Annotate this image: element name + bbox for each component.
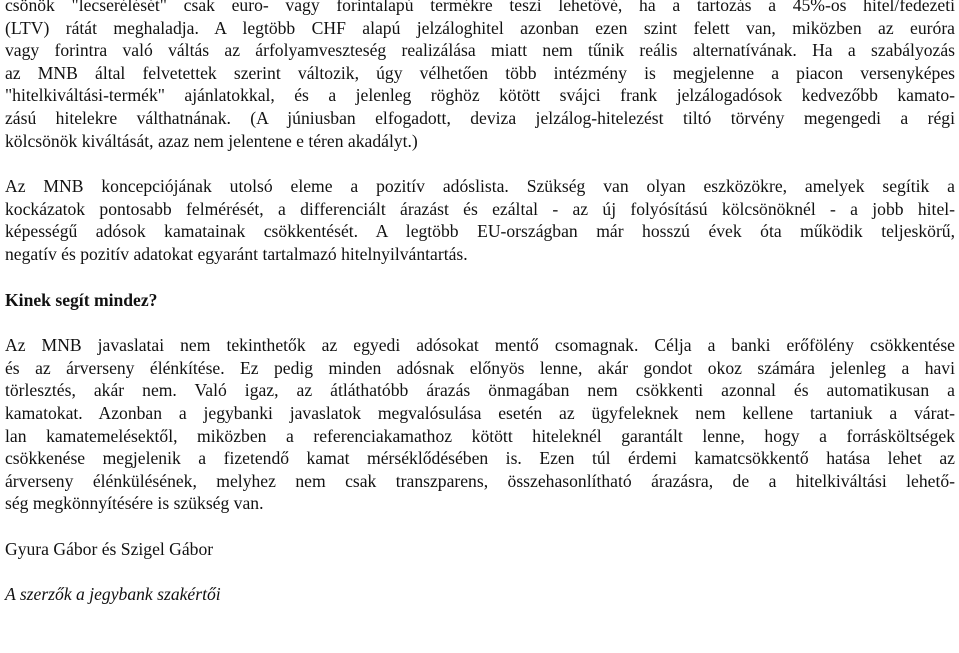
text-line: csökkenése megjelenik a fizetendő kamat mérséklődésében is. Ezen túl érdemi kamatcsökkentő hatása lehet az xyxy=(5,448,955,469)
paragraph-who-benefits xyxy=(5,334,955,515)
paragraph-gap xyxy=(5,515,955,538)
paragraph-gap xyxy=(5,560,955,583)
text-line: és az árverseny élénkítése. Ez pedig minden adósnak előnyös lenne, akár gondot okoz számára jelenleg a havi xyxy=(5,357,955,378)
text-line: vagy forintra való váltás az árfolyamveszteség realizálása miatt nem tűnik reális alternatívának. Ha a szabályozás xyxy=(5,40,955,61)
text-line: (LTV) rátát meghaladja. A legtöbb CHF alapú jelzáloghitel azonban ezen szint felett van, miközben az euróra xyxy=(5,17,955,38)
author-names: Gyura Gábor és Szigel Gábor xyxy=(5,538,214,559)
text-line: negatív és pozitív adatokat egyaránt tartalmazó hitelnyilvántartás. xyxy=(5,243,468,264)
text-line: kamatokat. Azonban a jegybanki javaslatok megvalósulása esetén az ügyfeleknek nem kellene tartaniuk a várat- xyxy=(5,402,955,423)
text-line: Az MNB javaslatai nem tekinthetők az egyedi adósokat mentő csomagnak. Célja a banki erőfölény csökkentése xyxy=(5,335,955,356)
paragraph-refinancing xyxy=(5,0,955,152)
article-page xyxy=(5,0,955,606)
text-line: lan kamatemelésektől, miközben a referenciakamathoz kötött hiteleknél garantált lenne, hogy a forrásköltségek xyxy=(5,425,955,446)
text-line: Az MNB koncepciójának utolsó eleme a pozitív adóslista. Szükség van olyan eszközökre, amelyek segítik a xyxy=(5,176,955,197)
text-line: kölcsönök kiváltását, azaz nem jelentene e téren akadályt.) xyxy=(5,130,418,151)
paragraph-positive-debtor-list xyxy=(5,175,955,265)
text-line: az MNB által felvetettek szerint változik, úgy vélhetően több intézmény is megjelenne a piacon versenyképes xyxy=(5,62,955,83)
section-heading: Kinek segít mindez? xyxy=(5,289,158,310)
text-line: ség megkönnyítésére is szükség van. xyxy=(5,493,264,514)
text-line: csönök "lecserélését" csak euro- vagy forintalapú termékre teszi lehetővé, ha a tartozás a 45%-os hitel/fedezeti xyxy=(5,0,955,15)
paragraph-gap xyxy=(5,266,955,289)
text-line: törlesztés, akár nem. Való igaz, az átláthatóbb árazás önmagában nem csökkenti azonnal és automatikusan a xyxy=(5,380,955,401)
paragraph-gap xyxy=(5,152,955,175)
text-line: képességű adósok kamatainak csökkentését. A legtöbb EU-országban már hosszú évek óta működik teljeskörű, xyxy=(5,221,955,242)
text-line: "hitelkiváltási-termék" ajánlatokkal, és a jelenleg röghöz kötött svájci frank jelzálogadósok kedvezőbb kamato- xyxy=(5,85,955,106)
author-role: A szerzők a jegybank szakértői xyxy=(5,584,221,605)
text-line: kockázatok pontosabb felmérését, a differenciált árazást és ezáltal - az új folyósítású kölcsönöknél - a jobb hitel- xyxy=(5,198,955,219)
paragraph-gap xyxy=(5,311,955,334)
text-line: zású hitelekre válthatnának. (A júniusban elfogadott, deviza jelzálog-hitelezést tiltó törvény megengedi a régi xyxy=(5,107,955,128)
text-line: árverseny élénkülésének, melyhez nem csak transzparens, összehasonlítható árazásra, de a hitelkiváltási lehető- xyxy=(5,470,955,491)
